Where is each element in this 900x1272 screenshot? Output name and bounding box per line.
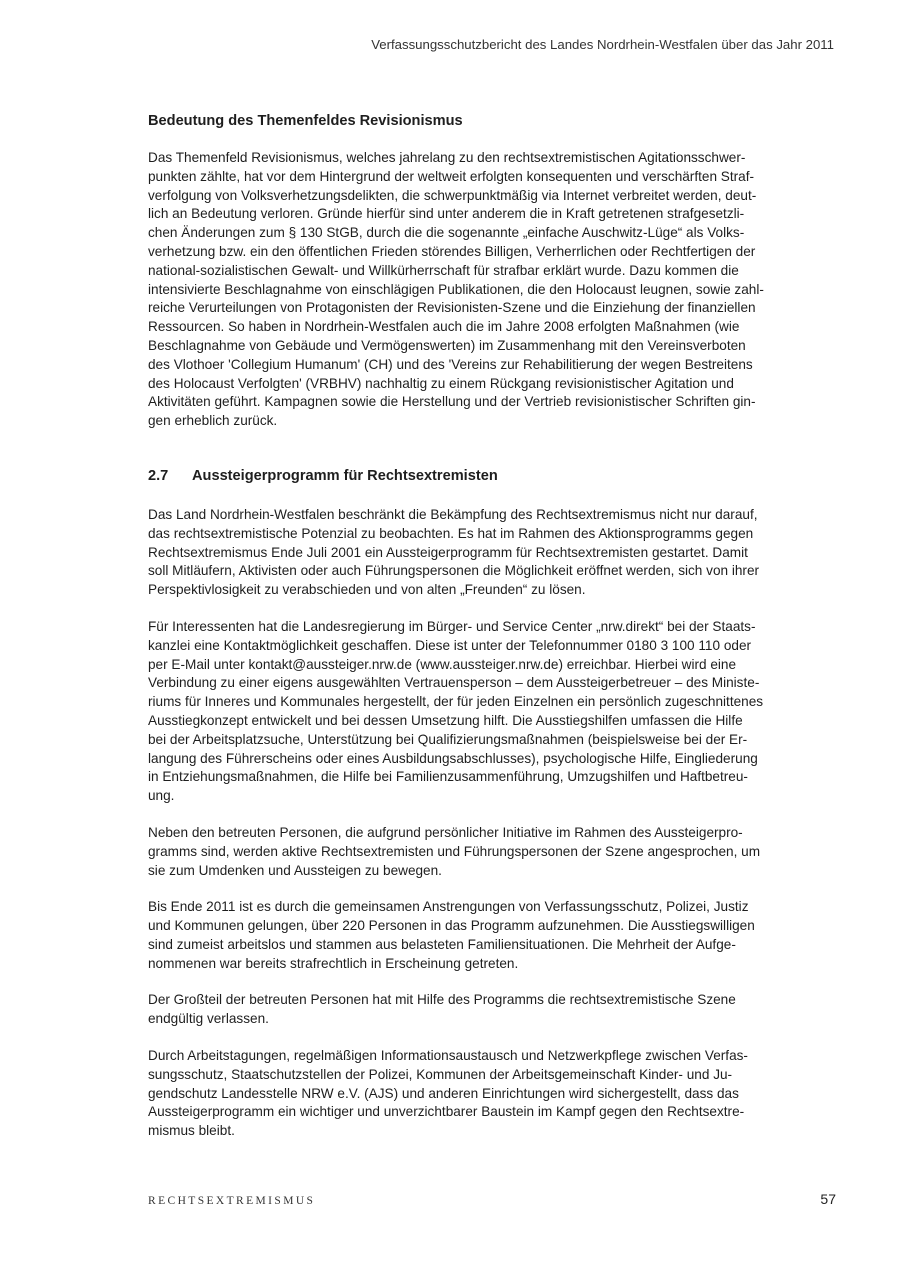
text-line: gen erheblich zurück. <box>148 413 278 429</box>
chapter-title: Aussteigerprogramm für Rechtsextremisten <box>192 467 498 484</box>
text-line: verfolgung von Volksverhetzungsdelikten, die schwerpunktmäßig via Internet verbreitet werden, deut- <box>148 187 757 203</box>
text-line: Das Themenfeld Revisionismus, welches jahrelang zu den rechtsextremistischen Agitationsschwer- <box>148 150 746 165</box>
body-paragraph <box>148 1047 836 1141</box>
body-paragraph <box>148 618 836 806</box>
text-line: riums für Inneres und Kommunales hergestellt, der für jeden Einzelnen ein persönlich zugeschnittenes <box>148 694 764 710</box>
text-line: Aktivitäten geführt. Kampagnen sowie die Herstellung und der Vertrieb revisionistischer Schriften gin- <box>148 394 756 410</box>
text-line: verhetzung bzw. ein den öffentlichen Frieden störendes Billigen, Verherrlichen oder Rechtfertigen der <box>148 243 756 259</box>
text-line: punkten zählte, hat vor dem Hintergrund der weltweit erfolgten konsequenten und verschärften Straf- <box>148 168 755 184</box>
body-paragraph <box>148 824 836 880</box>
text-line: soll Mitläufern, Aktivisten oder auch Führungspersonen die Möglichkeit eröffnet werden, sich von ihrer <box>148 563 760 579</box>
text-line: Beschlagnahme von Gebäude und Vermögenswerten) im Zusammenhang mit den Vereinsverboten <box>148 337 746 353</box>
text-line: Rechtsextremismus Ende Juli 2001 ein Aussteigerprogramm für Rechtsextremisten gestartet. Damit <box>148 544 748 560</box>
running-header: Verfassungsschutzbericht des Landes Nordrhein-Westfalen über das Jahr 2011 <box>371 37 834 52</box>
text-line: endgültig verlassen. <box>148 1011 269 1027</box>
text-line: reiche Verurteilungen von Protagonisten der Revisionisten-Szene und die Einziehung der finanziellen <box>148 300 756 316</box>
text-line: Der Großteil der betreuten Personen hat mit Hilfe des Programms die rechtsextremistische Szene <box>148 992 736 1008</box>
text-line: Ausstiegkonzept entwickelt und bei dessen Umsetzung hilft. Die Ausstiegshilfen umfassen die Hilfe <box>148 712 743 728</box>
text-line: Ressourcen. So haben in Nordrhein-Westfalen auch die im Jahre 2008 erfolgten Maßnahmen (wie <box>148 319 740 335</box>
chapter-number: 2.7 <box>148 467 169 484</box>
text-line: mismus bleibt. <box>148 1123 235 1139</box>
text-line: nommenen war bereits strafrechtlich in Erscheinung getreten. <box>148 955 519 971</box>
text-line: ung. <box>148 788 175 804</box>
text-line: das rechtsextremistische Potenzial zu beobachten. Es hat im Rahmen des Aktionsprogramms gegen <box>148 525 754 541</box>
text-line: gendschutz Landesstelle NRW e.V. (AJS) und anderen Einrichtungen wird sichergestellt, dass das <box>148 1085 739 1101</box>
section-body <box>148 149 836 431</box>
text-line: chen Änderungen zum § 130 StGB, durch die die sogenannte „einfache Auschwitz-Lüge“ als Volks- <box>148 225 745 241</box>
chapter-heading <box>148 467 836 486</box>
body-paragraph <box>148 506 836 600</box>
text-line: sungsschutz, Staatschutzstellen der Polizei, Kommunen der Arbeitsgemeinschaft Kinder- und Ju- <box>148 1066 733 1082</box>
text-line: intensivierte Beschlagnahme von einschlägigen Publikationen, die den Holocaust leugnen, sowie zahl- <box>148 281 764 297</box>
body-paragraph <box>148 991 836 1029</box>
text-line: Durch Arbeitstagungen, regelmäßigen Informationsaustausch und Netzwerkpflege zwischen Verfas- <box>148 1048 748 1064</box>
text-line: bei der Arbeitsplatzsuche, Unterstützung bei Qualifizierungsmaßnahmen (beispielsweise bei der Er- <box>148 731 748 747</box>
text-line: des Holocaust Verfolgten' (VRBHV) nachhaltig zu einem Rückgang revisionistischer Agitation und <box>148 375 734 391</box>
text-line: und Kommunen gelungen, über 220 Personen in das Programm aufzunehmen. Die Ausstiegswilligen <box>148 918 755 934</box>
page-number: 57 <box>820 1191 836 1207</box>
text-line: sind zumeist arbeitslos und stammen aus belasteten Familiensituationen. Die Mehrheit der Aufge- <box>148 936 736 952</box>
text-line: Neben den betreuten Personen, die aufgrund persönlicher Initiative im Rahmen des Aussteigerpro- <box>148 824 743 840</box>
text-line: Verbindung zu einer eigens ausgewählten Vertrauensperson – dem Aussteigerbetreuer – des Ministe- <box>148 675 760 691</box>
text-line: Das Land Nordrhein-Westfalen beschränkt die Bekämpfung des Rechtsextremismus nicht nur darauf, <box>148 506 758 522</box>
text-line: lich an Bedeutung verloren. Gründe hierfür sind unter anderem die in Kraft getretenen strafgesetzli- <box>148 206 745 222</box>
body-paragraph <box>148 898 836 973</box>
text-line: sie zum Umdenken und Aussteigen zu bewegen. <box>148 862 442 878</box>
text-line: Bis Ende 2011 ist es durch die gemeinsamen Anstrengungen von Verfassungsschutz, Polizei, Justiz <box>148 899 749 915</box>
text-line: gramms sind, werden aktive Rechtsextremisten und Führungspersonen der Szene angesprochen, um <box>148 843 761 859</box>
text-line: langung des Führerscheins oder eines Ausbildungsabschlusses), psychologische Hilfe, Eingliederung <box>148 750 758 766</box>
text-line: Aussteigerprogramm ein wichtiger und unverzichtbarer Baustein im Kampf gegen den Rechtsextre- <box>148 1104 745 1120</box>
body-paragraph <box>148 149 836 431</box>
text-line: Perspektivlosigkeit zu verabschieden und von alten „Freunden“ zu lösen. <box>148 582 586 598</box>
text-line: des Vlothoer 'Collegium Humanum' (CH) und des 'Vereins zur Rehabilitierung der wegen Bestreitens <box>148 356 753 372</box>
footer-section-label: RECHTSEXTREMISMUS <box>148 1195 316 1207</box>
text-line: per E-Mail unter kontakt@aussteiger.nrw.de (www.aussteiger.nrw.de) erreichbar. Hierbei wird eine <box>148 656 737 672</box>
chapter-body <box>148 506 836 1141</box>
section-heading: Bedeutung des Themenfeldes Revisionismus <box>148 113 463 129</box>
text-line: kanzlei eine Kontaktmöglichkeit geschaffen. Diese ist unter der Telefonnummer 0180 3 100 110 oder <box>148 637 752 653</box>
text-line: Für Interessenten hat die Landesregierung im Bürger- und Service Center „nrw.direkt“ bei der Staats- <box>148 618 756 634</box>
page-content <box>148 112 836 1159</box>
text-line: in Entziehungsmaßnahmen, die Hilfe bei Familienzusammenführung, Umzugshilfen und Haftbetreu- <box>148 769 748 785</box>
text-line: national-sozialistischen Gewalt- und Willkürherrschaft für strafbar erklärt wurde. Dazu kommen die <box>148 262 739 278</box>
